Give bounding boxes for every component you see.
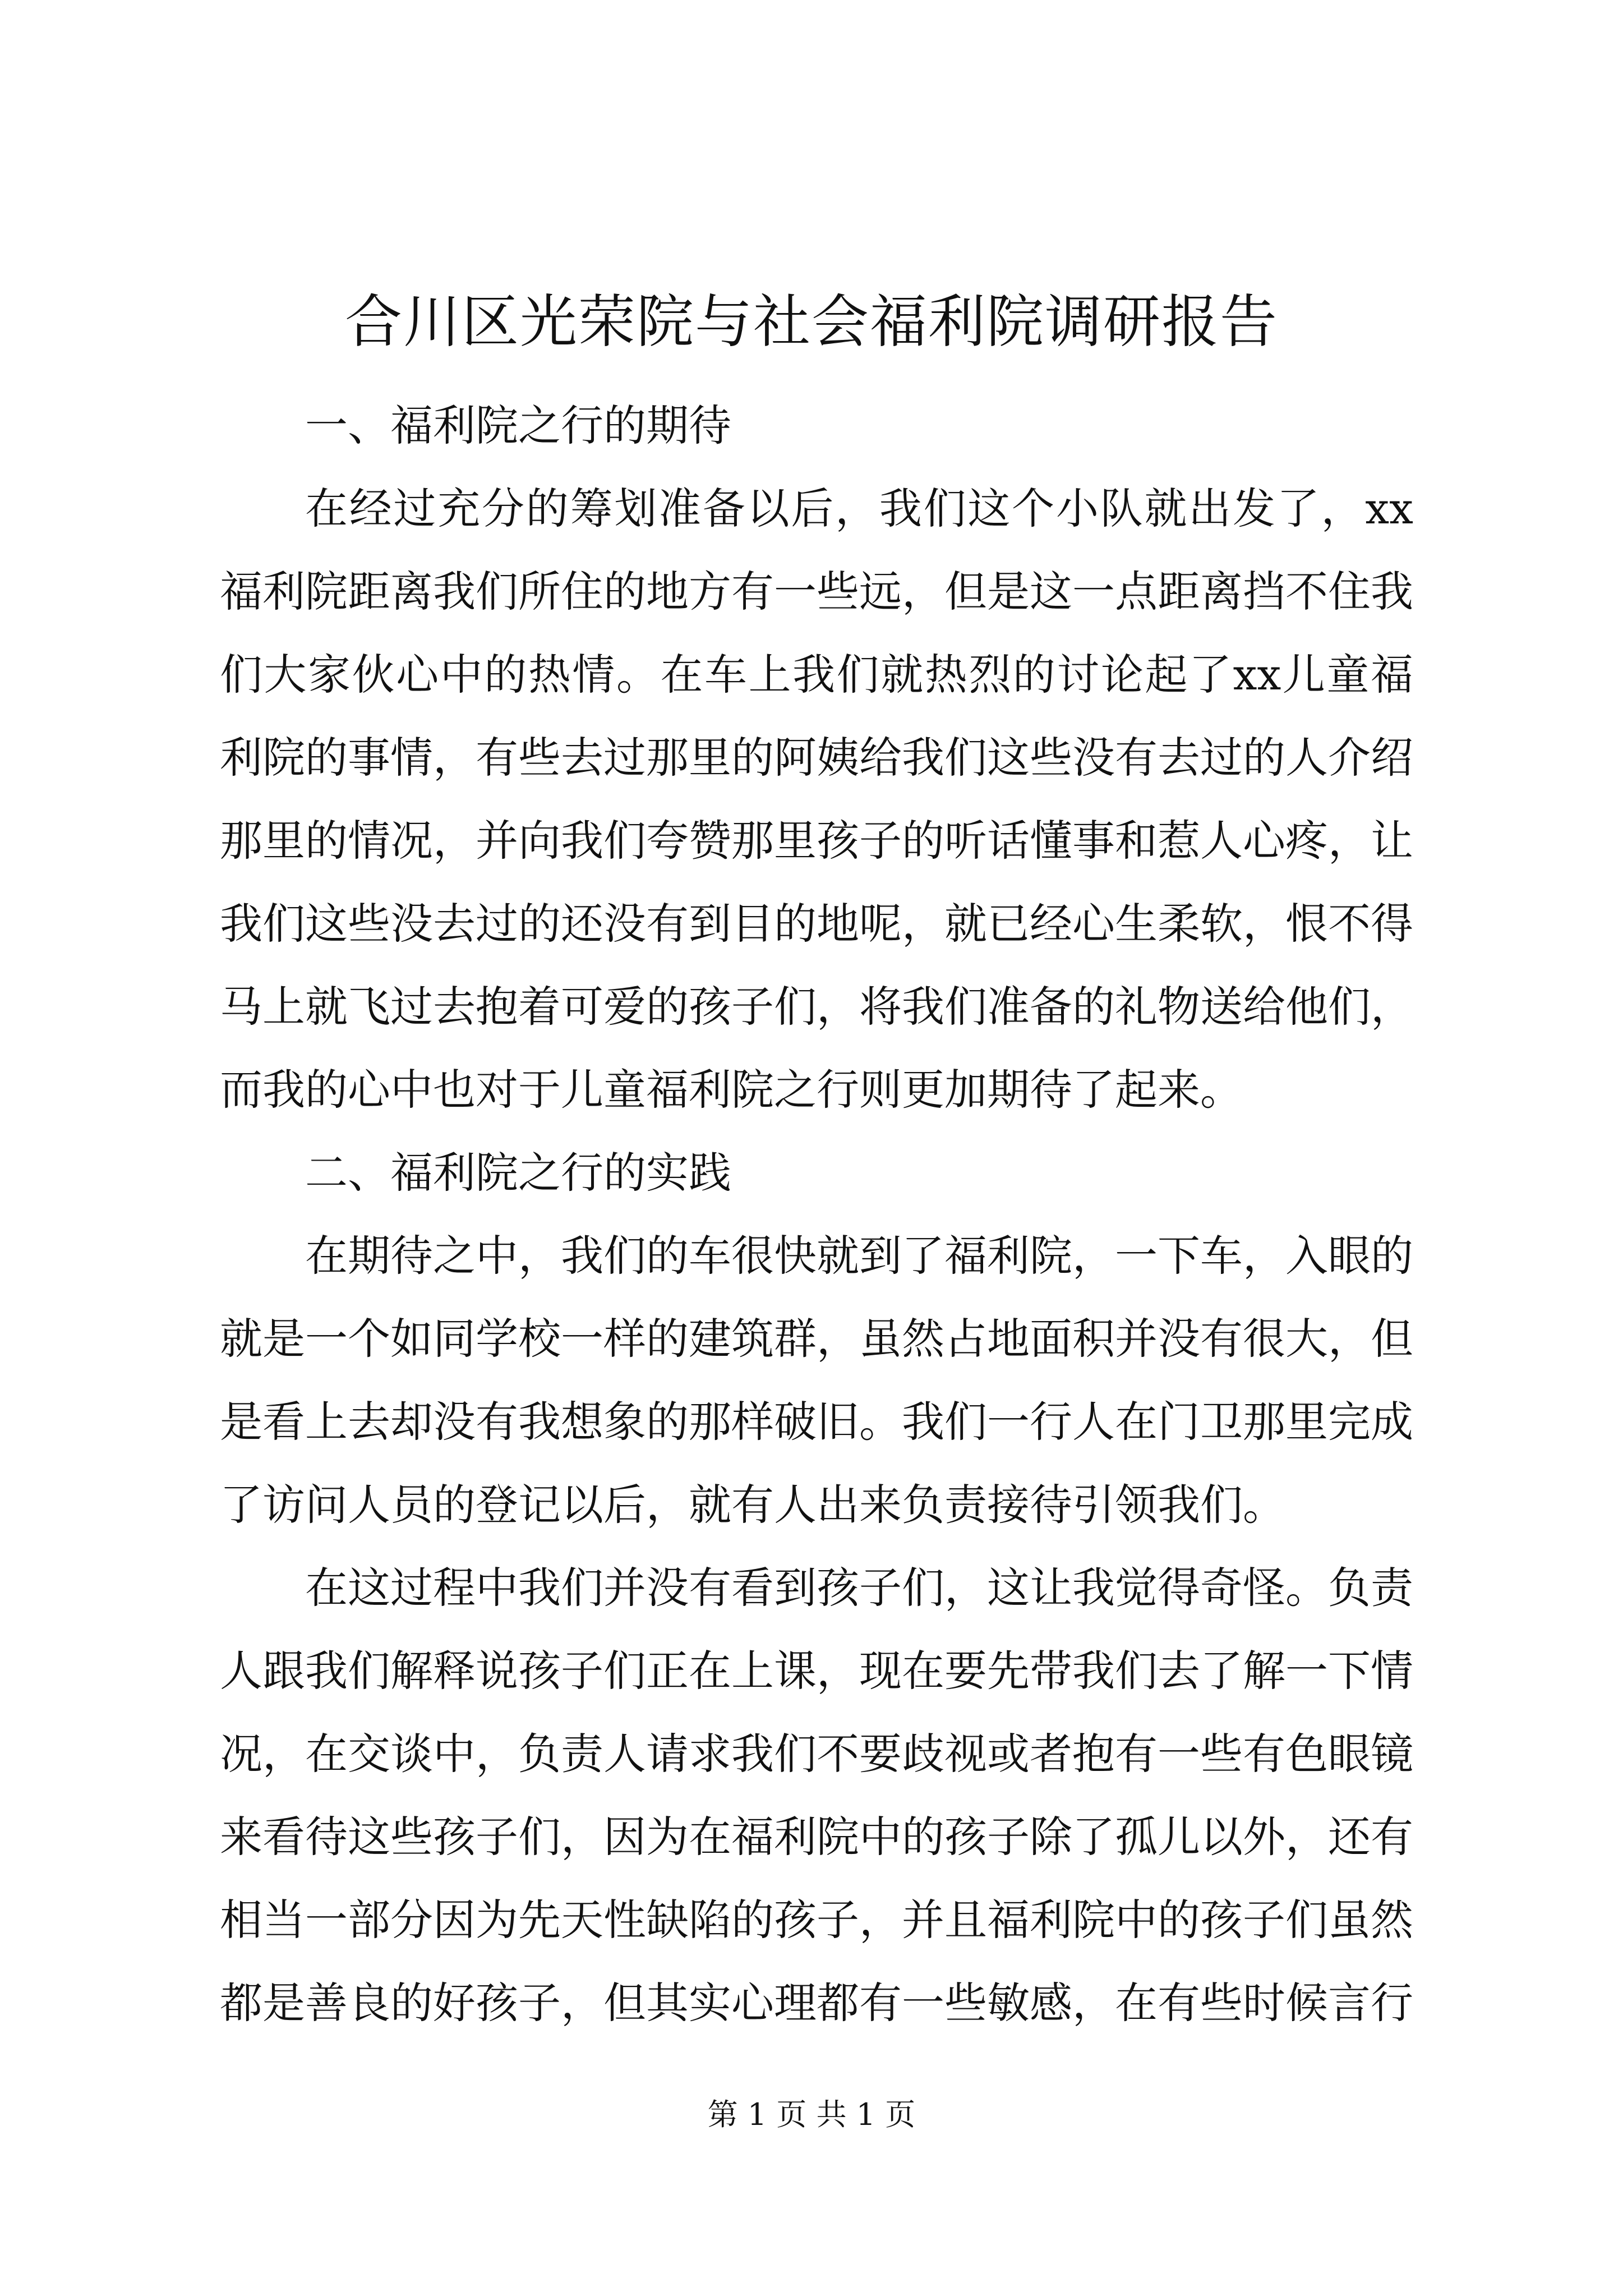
section-heading-1: 一、福利院之行的期待	[305, 401, 731, 450]
document-title: 合川区光荣院与社会福利院调研报告	[345, 289, 1278, 356]
page-footer: 第 1 页 共 1 页	[707, 2097, 916, 2132]
paragraph-1: 在经过充分的筹划准备以后，我们这个小队就出发了，xx福利院距离我们所住的地方有一些远，但是这一点距离挡不住我们大家伙心中的热情。在车上我们就热烈的讨论起了xx儿童福利院的事情，有些去过那里的阿姨给我们这些没有去过的人介绍那里的情况，并向我们夸赞那里孩子的听话懂事和惹人心疼，让我们这些没去过的还没有到目的地呢，就已经心生柔软，恨不得马上就飞过去抱着可爱的孩子们，将我们准备的礼物送给他们，而我的心中也对于儿童福利院之行则更加期待了起来。	[220, 484, 1413, 1115]
document-body	[220, 384, 1413, 2045]
section-heading-2: 二、福利院之行的实践	[305, 1148, 731, 1198]
paragraph-3: 在这过程中我们并没有看到孩子们，这让我觉得奇怪。负责人跟我们解释说孩子们正在上课，现在要先带我们去了解一下情况，在交谈中，负责人请求我们不要歧视或者抱有一些有色眼镜来看待这些孩子们，因为在福利院中的孩子除了孤儿以外，还有相当一部分因为先天性缺陷的孩子，并且福利院中的孩子们虽然都是善良的好孩子，但其实心理都有一些敏感，在有些时候言行	[220, 1563, 1413, 2028]
paragraph-2: 在期待之中，我们的车很快就到了福利院，一下车，入眼的就是一个如同学校一样的建筑群，虽然占地面积并没有很大，但是看上去却没有我想象的那样破旧。我们一行人在门卫那里完成了访问人员的登记以后，就有人出来负责接待引领我们。	[220, 1231, 1413, 1530]
